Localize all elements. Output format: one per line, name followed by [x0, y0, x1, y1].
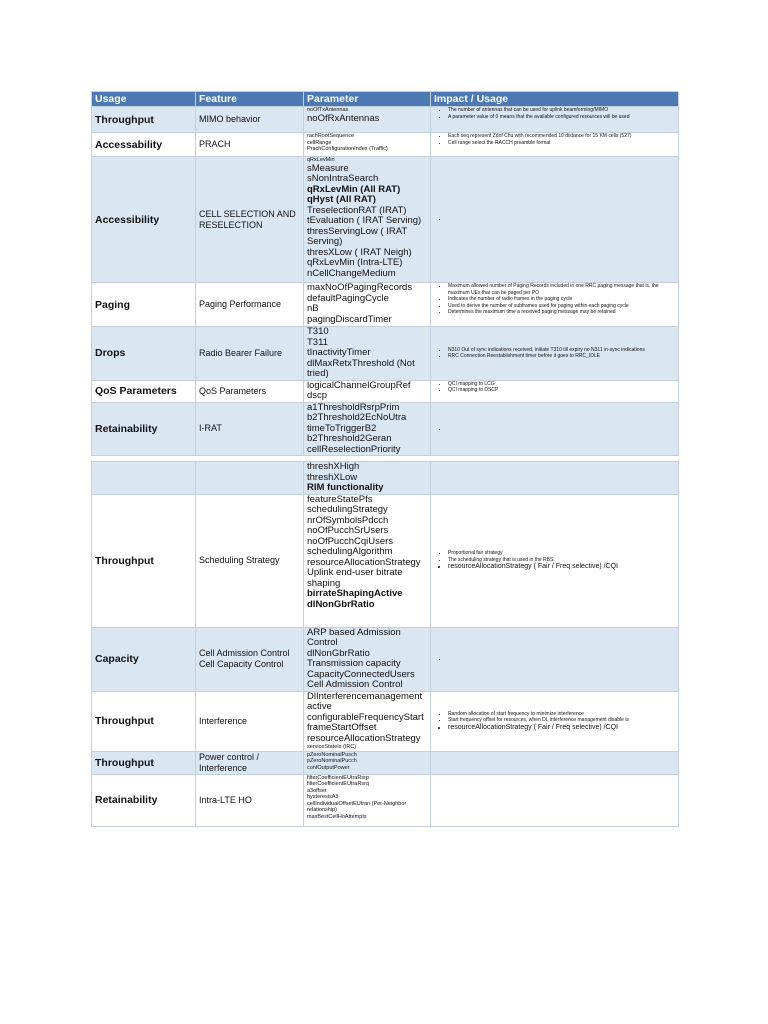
- impact-bullet: • Proportional fair strategy: [448, 550, 675, 557]
- parameter-cell: [304, 691, 431, 751]
- parameter-name: hysteresisA3: [307, 794, 339, 800]
- parameter-name: confOutputPower: [307, 764, 350, 771]
- table-row: [92, 691, 679, 751]
- impact-bullet: • Used to derive the number of subframes used for paging within each paging cycle: [448, 303, 675, 310]
- parameter-cell: [304, 751, 431, 774]
- feature-cell: Interference: [196, 691, 304, 751]
- parameter-cell: [304, 157, 431, 283]
- feature-cell: Intra-LTE HO: [196, 774, 304, 826]
- impact-cell: [431, 157, 679, 283]
- usage-cell: Drops: [92, 327, 196, 381]
- parameter-cell: [304, 774, 431, 826]
- usage-cell: [92, 462, 196, 495]
- parameter-name: threshXLow: [307, 471, 358, 483]
- usage-cell: QoS Parameters: [92, 380, 196, 402]
- parameter-name: configurableFrequencyStart: [307, 711, 424, 723]
- usage-cell: Throughput: [92, 107, 196, 133]
- usage-cell: Accessability: [92, 133, 196, 157]
- parameter-name: thresXLow ( IRAT Neigh): [307, 246, 412, 258]
- parameter-name: threshXHigh: [307, 461, 360, 472]
- parameter-name: serviceStateIs (IRC): [307, 744, 357, 750]
- parameter-name: noOfPucchCqiUsers: [307, 535, 394, 547]
- parameter-cell: [304, 462, 431, 495]
- impact-list: [434, 216, 675, 223]
- impact-bullet: • Cell range select the RACCH preamble format: [448, 140, 675, 147]
- feature-cell: Scheduling Strategy: [196, 494, 304, 627]
- parameter-name: qHyst (All RAT): [307, 194, 376, 205]
- parameter-name: filterCoefficientEUtraRsrp: [307, 774, 369, 781]
- parameter-cell: [304, 283, 431, 327]
- parameter-name: cellReselectionPriority: [307, 443, 401, 455]
- impact-list: [434, 283, 675, 316]
- parameter-name: pagingDiscardTimer: [307, 313, 392, 325]
- parameter-name: RIM functionality: [307, 482, 384, 493]
- impact-list: [434, 381, 675, 394]
- parameter-name: sNonIntraSearch: [307, 173, 379, 184]
- parameter-name: pZeroNominalPusch: [307, 751, 357, 758]
- table-row: [92, 627, 679, 691]
- impact-bullet: [448, 656, 675, 663]
- impact-bullet: • RRC Connection Reestablishment timer before it goes to RRC_IDLE: [448, 353, 675, 360]
- usage-cell: Retainability: [92, 402, 196, 456]
- parameter-name: resourceAllocationStrategy: [307, 556, 421, 568]
- parameter-name: b2Threshold2EcNoUtra: [307, 412, 407, 423]
- parameter-name: dscp: [307, 390, 328, 401]
- impact-cell: [431, 627, 679, 691]
- parameter-name: birrateShapingActive: [307, 588, 403, 599]
- impact-list: [434, 656, 675, 663]
- parameter-name: cellIndividualOffsetEUtran (Per-Neighbor relationship): [307, 800, 407, 813]
- parameter-cell: [304, 402, 431, 456]
- impact-list: [434, 133, 675, 146]
- parameter-cell: [304, 107, 431, 133]
- parameter-name: resourceAllocationStrategy: [307, 732, 421, 744]
- usage-cell: Throughput: [92, 751, 196, 774]
- impact-bullet: • QCI mapping to LCG: [448, 381, 675, 388]
- parameter-name: maxBestCellHoAttempts: [307, 813, 367, 820]
- header-impact: Impact / Usage: [431, 92, 679, 107]
- impact-bullet: • Maximum allowed number of Paging Records included in one RRC paging message that is, the maximum UEs that can be paged per PO: [448, 283, 675, 296]
- table-header-row: [92, 92, 679, 107]
- impact-bullet: • A parameter value of 0 means that the available configured resources will be used: [448, 114, 675, 121]
- parameter-name: b2Threshold2Geran: [307, 433, 392, 444]
- parameter-name: nrOfSymbolsPdcch: [307, 514, 389, 526]
- impact-bullet: • Start frequency offset for resources, when DL interference management disable is: [448, 717, 675, 724]
- parameter-name: thresServingLow ( IRAT Serving): [307, 225, 407, 247]
- impact-cell: [431, 107, 679, 133]
- table-row: [92, 283, 679, 327]
- parameter-name: a1ThresholdRsrpPrim: [307, 402, 400, 413]
- impact-bullet: • resourceAllocationStrategy ( Fair / Freq selective) /CQI: [448, 724, 675, 732]
- table-row: [92, 774, 679, 826]
- impact-list: [434, 107, 675, 120]
- feature-cell: Power control / Interference: [196, 751, 304, 774]
- parameter-name: noOfTxAntennas: [307, 107, 349, 113]
- impact-bullet: • The scheduling strategy that is used in the RBS.: [448, 557, 675, 564]
- impact-cell: [431, 691, 679, 751]
- impact-bullet: • Indicates the number of radio frames in the paging cycle: [448, 296, 675, 303]
- table-row: [92, 462, 679, 495]
- parameter-name: noOfPucchSrUsers: [307, 525, 389, 536]
- impact-cell: [431, 283, 679, 327]
- parameter-name: CapacityConnectedUsers: [307, 668, 415, 680]
- impact-bullet: • N310 Out of sync indications received, initiate T310 till expiry no N311 in-sync indications: [448, 347, 675, 354]
- parameter-name: featureStatePfs: [307, 494, 373, 505]
- usage-cell: Retainability: [92, 774, 196, 826]
- parameter-name: qRxLevMin (Intra-LTE): [307, 257, 403, 268]
- feature-cell: CELL SELECTION AND RESELECTION: [196, 157, 304, 283]
- impact-bullet: [448, 216, 675, 223]
- impact-bullet: • Random allocation of start frequency to minimize interference: [448, 711, 675, 718]
- parameter-name: Cell Admission Control: [307, 679, 403, 690]
- parameter-cell: [304, 133, 431, 157]
- impact-bullet: • Determines the maximum time a received paging message may be retained: [448, 309, 675, 316]
- parameter-table-1: [91, 91, 679, 456]
- parameter-name: ARP based Admission Control: [307, 627, 401, 648]
- parameter-cell: [304, 627, 431, 691]
- table-row: [92, 157, 679, 283]
- impact-bullet: • Each seq represent Zdof Chu with recommended 10 distance for 15 KM cells (527): [448, 133, 675, 140]
- parameter-name: logicalChannelGroupRef: [307, 380, 411, 391]
- parameter-name: pZeroNominalPucch: [307, 758, 357, 764]
- feature-cell: Radio Bearer Failure: [196, 327, 304, 381]
- impact-cell: [431, 327, 679, 381]
- impact-list: [434, 347, 675, 360]
- table-row: [92, 380, 679, 402]
- parameter-cell: [304, 380, 431, 402]
- impact-bullet: • QCI mapping to DSCP: [448, 387, 675, 394]
- parameter-name: sMeasure: [307, 162, 349, 174]
- parameter-name: TreselectionRAT (IRAT): [307, 204, 407, 216]
- table-row: [92, 107, 679, 133]
- impact-cell: [431, 380, 679, 402]
- table-row: [92, 402, 679, 456]
- parameter-name: Transmission capacity: [307, 658, 401, 669]
- usage-cell: Paging: [92, 283, 196, 327]
- parameter-cell: [304, 494, 431, 627]
- parameter-name: PrachConfigurationIndex (Traffic): [307, 146, 388, 152]
- impact-list: [434, 711, 675, 732]
- parameter-name: T311: [307, 336, 328, 348]
- table-row: [92, 494, 679, 627]
- impact-cell: [431, 774, 679, 826]
- impact-cell: [431, 751, 679, 774]
- feature-cell: PRACH: [196, 133, 304, 157]
- usage-cell: Accessibility: [92, 157, 196, 283]
- parameter-name: schedulingAlgorithm: [307, 546, 393, 557]
- impact-bullet: • resourceAllocationStrategy ( Fair / Freq selective) /CQI: [448, 563, 675, 571]
- impact-list: [434, 426, 675, 433]
- impact-cell: [431, 462, 679, 495]
- impact-list: [434, 550, 675, 571]
- parameter-name: Uplink end-user bitrate shaping: [307, 567, 403, 589]
- parameter-name: maxNoOfPagingRecords: [307, 282, 413, 293]
- usage-cell: Throughput: [92, 691, 196, 751]
- feature-cell: [196, 462, 304, 495]
- impact-cell: [431, 133, 679, 157]
- table-row: [92, 751, 679, 774]
- parameter-name: dlNonGbrRatio: [307, 647, 370, 659]
- parameter-name: frameStartOffset: [307, 722, 377, 733]
- parameter-name: nCellChangeMedium: [307, 267, 396, 279]
- impact-cell: [431, 494, 679, 627]
- parameter-name: rachRootSequence: [307, 133, 355, 139]
- parameter-name: defaultPagingCycle: [307, 292, 389, 304]
- parameter-name: dlNonGbrRatio: [307, 598, 375, 610]
- usage-cell: Throughput: [92, 494, 196, 627]
- feature-cell: Paging Performance: [196, 283, 304, 327]
- parameter-name: qRxLevMin: [307, 157, 335, 163]
- parameter-name: tEvaluation ( IRAT Serving): [307, 215, 422, 226]
- parameter-name: cellRange: [307, 139, 332, 146]
- parameter-name: schedulingStrategy: [307, 504, 388, 515]
- parameter-name: DlInterferencemanagement active: [307, 691, 423, 712]
- parameter-name: timeToTriggerB2: [307, 422, 377, 434]
- parameter-name: dlMaxRetxThreshold (Not tried): [307, 357, 415, 379]
- parameter-name: filterCoefficientEUtraRsrq: [307, 781, 369, 787]
- parameter-name: qRxLevMin (All RAT): [307, 183, 401, 195]
- parameter-name: tInactivityTimer: [307, 347, 371, 358]
- parameter-table-2: [91, 461, 679, 827]
- parameter-cell: [304, 327, 431, 381]
- parameter-name: T310: [307, 326, 329, 337]
- parameter-name: nB: [307, 303, 319, 314]
- impact-cell: [431, 402, 679, 456]
- parameter-name: a3offset: [307, 787, 327, 794]
- parameter-name: noOfRxAntennas: [307, 112, 380, 124]
- feature-cell: I-RAT: [196, 402, 304, 456]
- header-parameter: Parameter: [304, 92, 431, 107]
- feature-cell: Cell Admission Control Cell Capacity Control: [196, 627, 304, 691]
- feature-cell: MIMO behavior: [196, 107, 304, 133]
- header-usage: Usage: [92, 92, 196, 107]
- header-feature: Feature: [196, 92, 304, 107]
- usage-cell: Capacity: [92, 627, 196, 691]
- feature-cell: QoS Parameters: [196, 380, 304, 402]
- impact-bullet: • The number of antennas that can be used for uplink beamforming/MIMO: [448, 107, 675, 114]
- table-row: [92, 133, 679, 157]
- table-row: [92, 327, 679, 381]
- impact-bullet: [448, 426, 675, 433]
